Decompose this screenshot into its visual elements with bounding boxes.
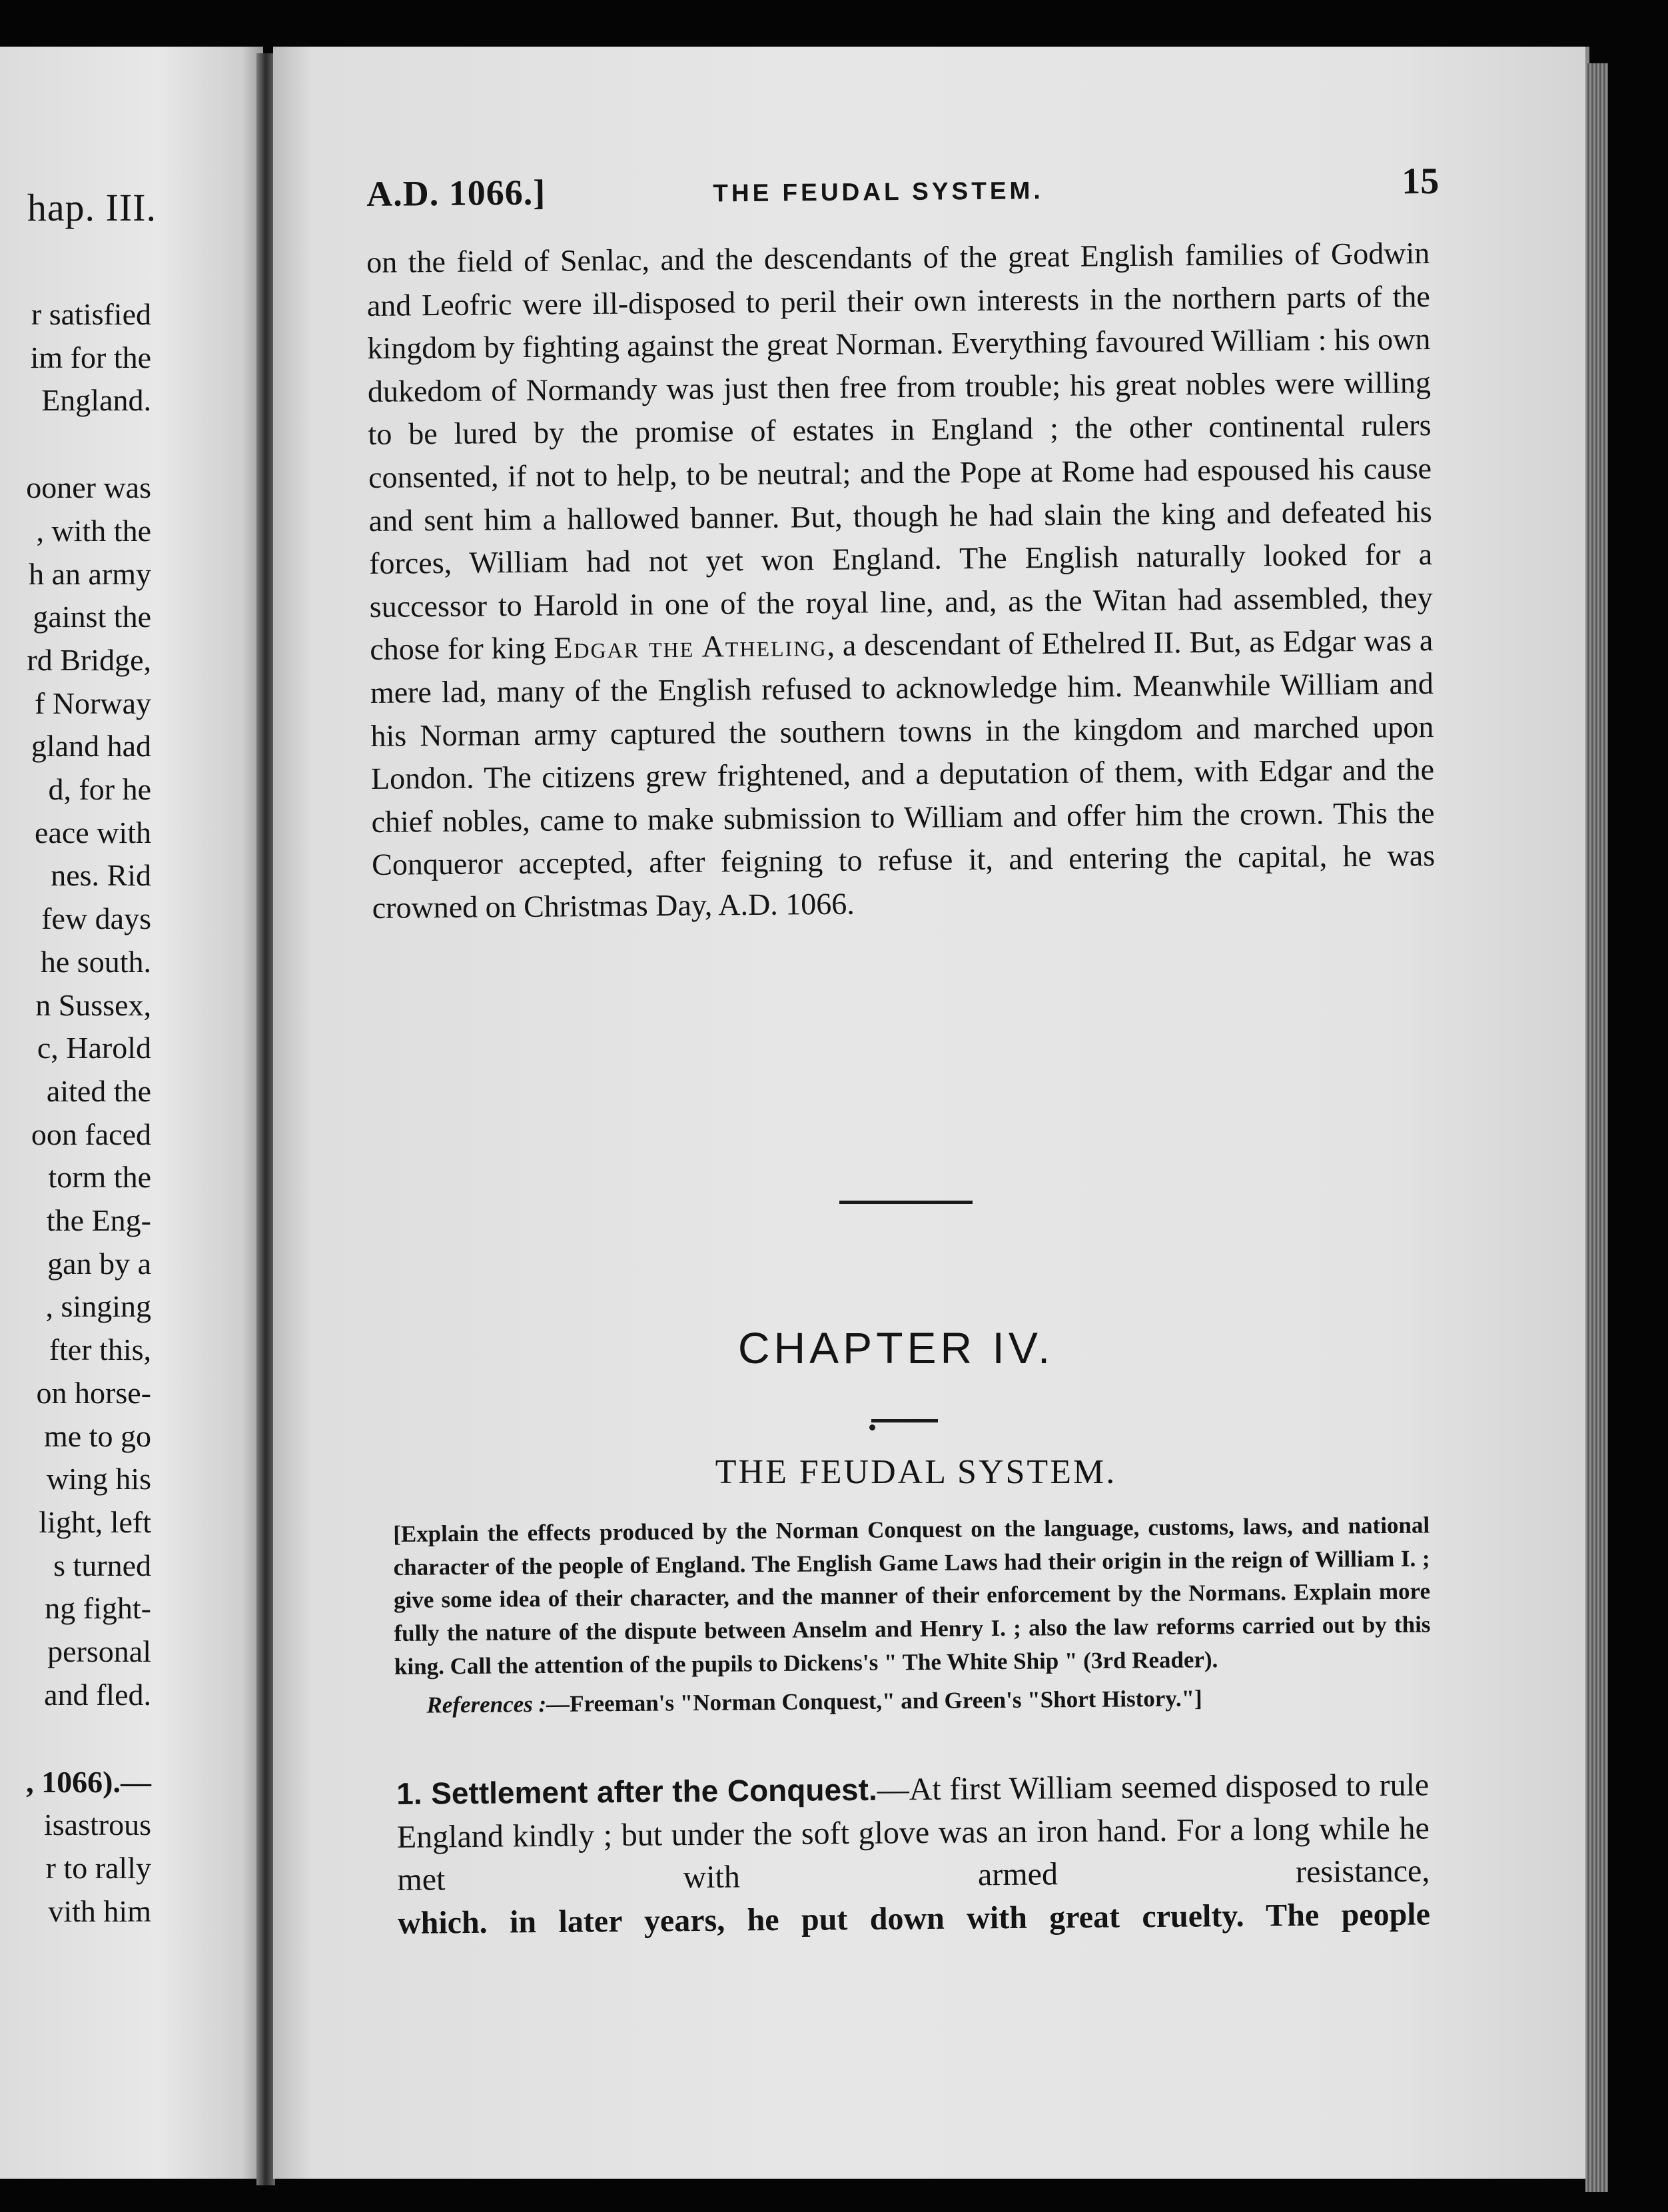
text-line: s turned (53, 1548, 151, 1582)
text-line: , 1066).— (26, 1764, 151, 1799)
current-page (273, 47, 1589, 2179)
text-line: ng fight- (45, 1591, 151, 1626)
chapter-subtitle: THE FEUDAL SYSTEM. (715, 1453, 1117, 1491)
text-line: isastrous (44, 1808, 151, 1842)
text-line: , singing (45, 1289, 151, 1324)
running-head-date: A.D. 1066.] (366, 172, 546, 214)
previous-page-text (26, 293, 151, 1933)
text-line: England. (41, 383, 151, 418)
section-heading: 1. Settlement after the Conquest. (396, 1772, 877, 1811)
text-line: r to rally (45, 1850, 151, 1885)
text-line: the Eng- (46, 1203, 151, 1238)
ink-dot (869, 1424, 875, 1430)
running-head-title: THE FEUDAL SYSTEM. (713, 177, 1044, 207)
text-line: r satisfied (31, 297, 151, 331)
text-line: fter this, (49, 1333, 151, 1367)
text-line: gan by a (47, 1246, 151, 1281)
body-paragraph (366, 232, 1436, 929)
text-line: wing his (46, 1462, 151, 1496)
references-text: Freeman's "Norman Conquest," and Green's "Short History."] (570, 1684, 1202, 1717)
text-line: and fled. (44, 1677, 151, 1712)
teacher-instructions (393, 1508, 1432, 1722)
running-head (366, 160, 1440, 220)
paragraph-text: —At first William seemed disposed to rule England kindly ; but under the soft glove was an iron hand. For a long while he met with armed resistance, (396, 1767, 1430, 1898)
text-line: n Sussex, (35, 987, 151, 1022)
text-line: eace with (35, 815, 151, 849)
text-line: f Norway (35, 686, 151, 720)
section-divider (839, 1201, 973, 1204)
text-line: few days (41, 901, 151, 936)
text-line: oon faced (31, 1117, 151, 1151)
paragraph-last-line: which. in later years, he put down with great cruelty. The people (397, 1896, 1431, 1941)
text-line: im for the (30, 340, 151, 374)
section-settlement (396, 1763, 1430, 1945)
text-line: d, for he (48, 772, 151, 807)
text-line: c, Harold (37, 1031, 151, 1065)
book-gutter (256, 53, 275, 2185)
text-line: torm the (48, 1160, 151, 1195)
small-caps-name: Edgar the Atheling (554, 628, 827, 665)
paragraph-text: , a descendant of Ethelred II. But, as Edgar was a mere lad, many of the English refused to acknowledge him. Meanwhile William and his Norman army captured the southern towns in the kingdom and marched upon London. The citizens grew frightened, and a deputation of them, with Edgar and the chief nobles, came to make submission to William and offer him the crown. This the Conqueror accepted, after feigning to refuse it, and entering the capital, he was crowned on Christmas Day, A.D. 1066. (370, 623, 1436, 925)
text-line: me to go (44, 1418, 151, 1453)
text-line: rd Bridge, (27, 642, 151, 677)
previous-page (0, 47, 263, 2179)
text-line: gainst the (33, 600, 151, 634)
chapter-title: CHAPTER IV. (737, 1323, 1054, 1373)
page-number: 15 (1401, 160, 1440, 203)
text-line: gland had (31, 729, 151, 764)
text-line: h an army (29, 556, 151, 591)
text-line: on horse- (36, 1375, 151, 1410)
text-line: vith him (48, 1894, 151, 1928)
text-line: nes. Rid (51, 858, 151, 893)
instructions-text: [Explain the effects produced by the Norman Conquest on the language, customs, laws, and national character of the people of England. The English Game Laws had their origin in the reign of William I. ; give some idea of their character, and the manner of their enforcement by the Normans. Explain more fully the nature of the dispute between Anselm and Henry I. ; also the law reforms carried out by this king. Call the attention of the pupils to Dickens's " The White Ship " (3rd Reader). (393, 1512, 1431, 1680)
text-line: light, left (39, 1504, 151, 1539)
paragraph (396, 1763, 1430, 1902)
text-line: ooner was (26, 470, 151, 505)
text-line: he south. (40, 944, 151, 979)
text-line: aited the (46, 1073, 151, 1108)
previous-page-header: hap. III. (27, 186, 157, 229)
chapter-rule (871, 1419, 938, 1422)
paragraph-text: on the field of Senlac, and the descendants of the great English families of Godwin and Leofric were ill-disposed to peril their own interests in the northern parts of the kingdom by fighting against the great Norman. Everything favoured William : his own dukedom of Normandy was just then free from trouble; his great nobles were willing to be lured by the promise of estates in England ; the other continental rulers consented, if not to help, to be neutral; and the Pope at Rome had espoused his cause and sent him a hallowed banner. But, though he had slain the king and defeated his forces, William had not yet won England. The English naturally looked for a successor to Harold in one of the royal line, and, as the Witan had assembled, they chose for king (366, 236, 1433, 667)
references (394, 1680, 1431, 1722)
text-line: , with the (36, 513, 151, 548)
paragraph (366, 232, 1436, 929)
page-stack-edge (1585, 63, 1608, 2192)
text-line: personal (47, 1634, 151, 1669)
references-label: References :— (426, 1690, 570, 1718)
